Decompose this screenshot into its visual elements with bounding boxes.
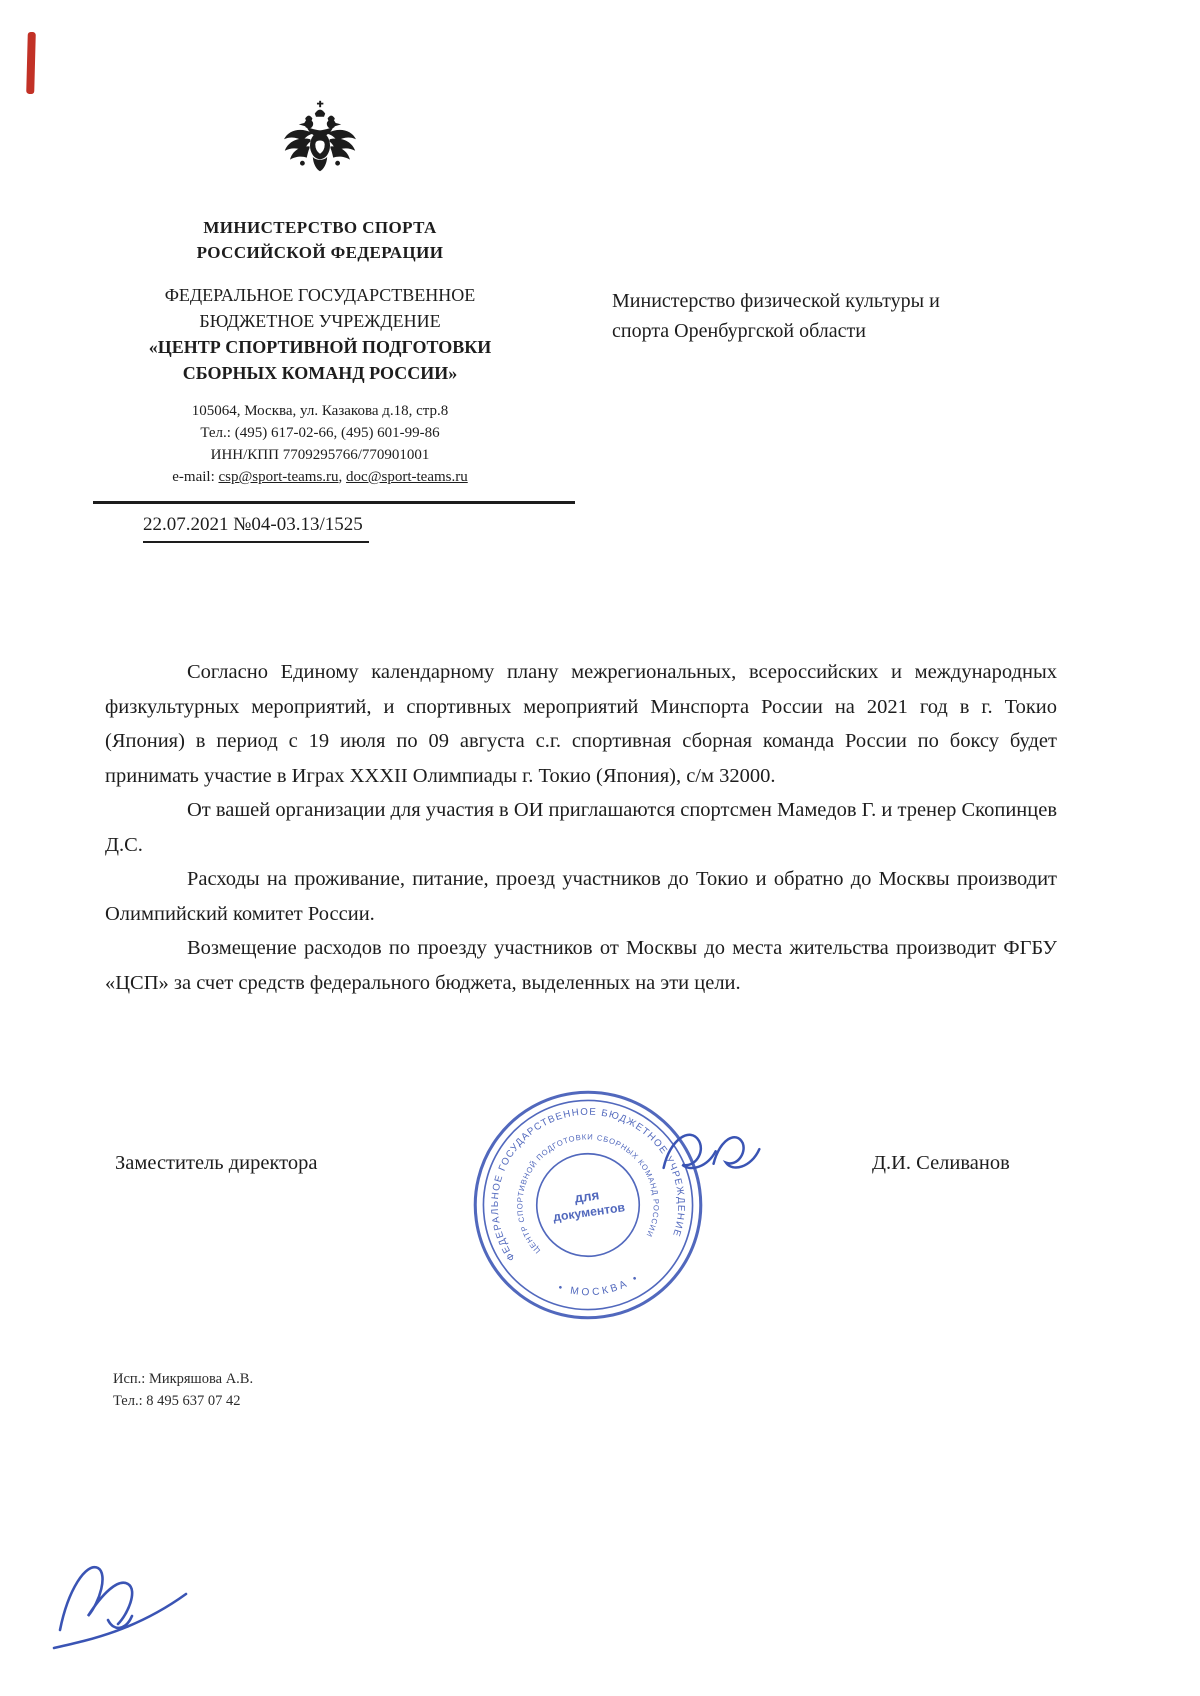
executor-name: Исп.: Микряшова А.В. bbox=[113, 1371, 254, 1387]
stamp-ring-text-top: ФЕДЕРАЛЬНОЕ ГОСУДАРСТВЕННОЕ БЮДЖЕТНОЕ УЧРЕЖДЕНИЕ bbox=[489, 1106, 687, 1263]
letter-body bbox=[105, 655, 1057, 1000]
body-paragraph-3: Расходы на проживание, питание, проезд участников до Токио и обратно до Москвы производит Олимпийский комитет России. bbox=[105, 868, 1057, 925]
letterhead-divider-line bbox=[93, 501, 575, 504]
org-name-line1: ФЕДЕРАЛЬНОЕ ГОСУДАРСТВЕННОЕ bbox=[164, 285, 476, 305]
org-name-line3: «ЦЕНТР СПОРТИВНОЙ ПОДГОТОВКИ bbox=[148, 337, 492, 357]
ministry-name-line1: МИНИСТЕРСТВО СПОРТА bbox=[203, 218, 437, 237]
body-paragraph-1: Согласно Единому календарному плану межрегиональных, всероссийских и международных физкультурных мероприятий, и спортивных мероприятий Минспорта России на 2021 год в г. Токио (Япония) в период с 19 июля по 09 августа с.г. спортивная сборная команда России по боксу будет принимать участие в Играх XXXII Олимпиады г. Токио (Япония), с/м 32000. bbox=[105, 661, 1057, 787]
letter-date-number: 22.07.2021 №04-03.13/1525 bbox=[143, 514, 369, 543]
contact-block bbox=[95, 400, 545, 488]
handwritten-signature bbox=[655, 1118, 770, 1196]
ministry-name bbox=[120, 215, 520, 265]
contact-inn-kpp: ИНН/КПП 7709295766/770901001 bbox=[210, 447, 430, 463]
official-round-stamp bbox=[449, 1066, 727, 1344]
contact-phones: Тел.: (495) 617-02-66, (495) 601-99-86 bbox=[200, 425, 440, 441]
contact-email-line bbox=[95, 466, 545, 488]
contact-address: 105064, Москва, ул. Казакова д.18, стр.8 bbox=[191, 403, 449, 419]
stamp-inner-ring-text: ЦЕНТР СПОРТИВНОЙ ПОДГОТОВКИ СБОРНЫХ КОМАНД РОССИИ bbox=[515, 1132, 661, 1256]
email-separator: , bbox=[338, 469, 347, 485]
recipient-line1: Министерство физической культуры и bbox=[612, 290, 940, 312]
org-name-line4: СБОРНЫХ КОМАНД РОССИИ» bbox=[182, 363, 458, 383]
executor-block bbox=[113, 1368, 253, 1412]
body-paragraph-2: От вашей организации для участия в ОИ приглашаются спортсмен Мамедов Г. и тренер Скопинцев Д.С. bbox=[105, 799, 1058, 856]
email-address-1: csp@sport-teams.ru bbox=[218, 469, 339, 485]
stamp-center-line1: для bbox=[573, 1187, 601, 1206]
recipient-block bbox=[612, 286, 1052, 346]
recipient-line2: спорта Оренбургской области bbox=[612, 320, 866, 342]
executor-phone: Тел.: 8 495 637 07 42 bbox=[113, 1393, 241, 1409]
stamp-center-line2: документов bbox=[552, 1200, 626, 1225]
signatory-name: Д.И. Селиванов bbox=[872, 1152, 1010, 1174]
organization-name bbox=[95, 282, 545, 386]
coat-of-arms-emblem bbox=[272, 92, 368, 196]
body-paragraph-4: Возмещение расходов по проезду участников от Москвы до места жительства производит ФГБУ «ЦСП» за счет средств федерального бюджета, выделенных на эти цели. bbox=[105, 937, 1057, 994]
org-name-line2: БЮДЖЕТНОЕ УЧРЕЖДЕНИЕ bbox=[199, 311, 441, 331]
bottom-signature-scribble bbox=[48, 1548, 198, 1666]
stamp-ring-text-bottom: • МОСКВА • bbox=[556, 1271, 643, 1299]
ministry-name-line2: РОССИЙСКОЙ ФЕДЕРАЦИИ bbox=[196, 243, 444, 262]
email-address-2: doc@sport-teams.ru bbox=[346, 469, 468, 485]
red-pen-mark bbox=[26, 32, 36, 94]
email-label: e-mail: bbox=[172, 469, 219, 485]
signatory-title: Заместитель директора bbox=[115, 1152, 318, 1174]
